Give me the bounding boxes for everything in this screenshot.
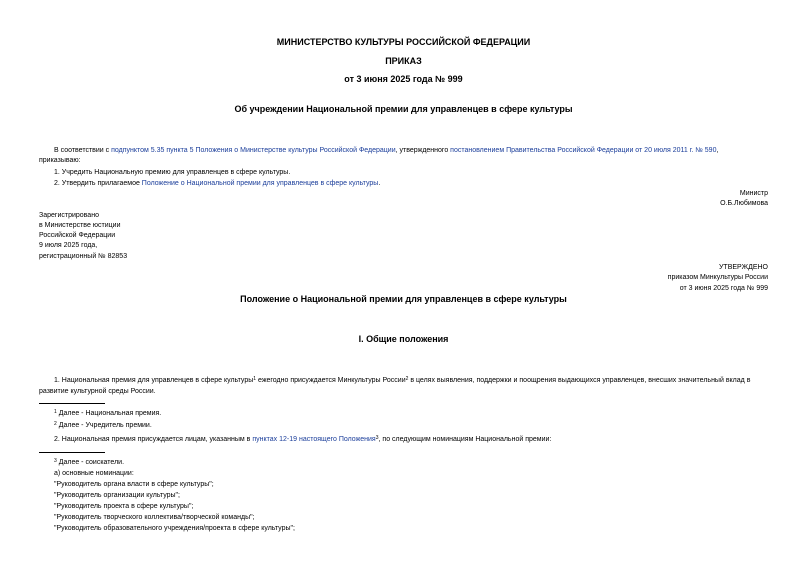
order-title: Об учреждении Национальной премии для управленцев в сфере культуры	[234, 104, 573, 114]
link-government-decree[interactable]: постановлением Правительства Российской Федерации от 20 июля 2011 г. № 590	[450, 147, 717, 154]
point-2: 2. Национальная премия присуждается лицам, указанным в пунктах 12-19 настоящего Положения$^3$, по следующим номинациям Национальной премии:	[54, 435, 552, 443]
nomination-item: "Руководитель организации культуры";	[54, 492, 180, 499]
ministry-heading: МИНИСТЕРСТВО КУЛЬТУРЫ РОССИЙСКОЙ ФЕДЕРАЦИИ	[276, 37, 531, 47]
point-1: 1. Национальная премия для управленцев в сфере культуры$^1$ ежегодно присуждается Минкультуры России$^2$ в целях выявления, поддержки и поощрения выдающихся управленцев, внесших значительный вклад в	[54, 376, 751, 384]
signature-position: Министр	[739, 190, 768, 197]
preamble-paragraph: В соответствии с подпунктом 5.35 пункта 5 Положения о Министерстве культуры Российской Федерации, утвержденного постановлением Правительства Российской Федерации от 20 июля 2011 г. № 590,	[54, 147, 719, 154]
footnote-divider	[39, 452, 105, 453]
doc-type-heading: ПРИКАЗ	[385, 56, 422, 66]
signature-name: О.Б.Любимова	[720, 200, 768, 207]
footnote-ref-3[interactable]: 3	[375, 435, 379, 441]
registration-line-3: Российской Федерации	[39, 232, 116, 239]
approval-line-1: УТВЕРЖДЕНО	[718, 264, 768, 271]
nominations-heading: а) основные номинации:	[54, 470, 134, 477]
registration-line-4: 9 июля 2025 года,	[39, 242, 98, 249]
nomination-item: "Руководитель проекта в сфере культуры";	[54, 503, 194, 510]
approval-line-2: приказом Минкультуры России	[667, 274, 768, 281]
regulation-title: Положение о Национальной премии для управленцев в сфере культуры	[240, 294, 567, 304]
footnote-divider	[39, 403, 105, 404]
approval-line-3: от 3 июня 2025 года № 999	[679, 285, 768, 292]
nomination-item: "Руководитель творческого коллектива/творческой команды";	[54, 514, 255, 521]
point-1-continued: развитие культурной среды России.	[39, 388, 156, 395]
footnote-1: $^1$ Далее - Национальная премия.	[54, 409, 162, 417]
link-points-12-19[interactable]: пунктах 12-19 настоящего Положения	[252, 436, 376, 443]
nomination-item: "Руководитель органа власти в сфере культуры";	[54, 481, 214, 488]
preamble-order-word: приказываю:	[39, 157, 81, 164]
registration-line-1: Зарегистрировано	[39, 212, 99, 219]
link-ministry-regulation[interactable]: подпунктом 5.35 пункта 5 Положения о Министерстве культуры Российской Федерации	[111, 147, 396, 154]
footnote-3: $^3$ Далее - соискатели.	[54, 458, 125, 466]
registration-line-5: регистрационный № 82853	[39, 253, 128, 260]
footnote-ref-2[interactable]: 2	[405, 376, 409, 382]
footnote-2: $^2$ Далее - Учредитель премии.	[54, 421, 152, 429]
order-date-number: от 3 июня 2025 года № 999	[344, 74, 463, 84]
section-1-title: I. Общие положения	[358, 334, 449, 344]
registration-line-2: в Министерстве юстиции	[39, 222, 121, 229]
footnote-ref-1[interactable]: 1	[253, 376, 257, 382]
nomination-item: "Руководитель образовательного учреждения/проекта в сфере культуры";	[54, 525, 295, 532]
preamble-item-1: 1. Учредить Национальную премию для управленцев в сфере культуры.	[54, 169, 291, 176]
preamble-item-2: 2. Утвердить прилагаемое Положение о Национальной премии для управленцев в сфере культуры.	[54, 180, 381, 187]
link-regulation[interactable]: Положение о Национальной премии для управленцев в сфере культуры	[141, 180, 379, 187]
